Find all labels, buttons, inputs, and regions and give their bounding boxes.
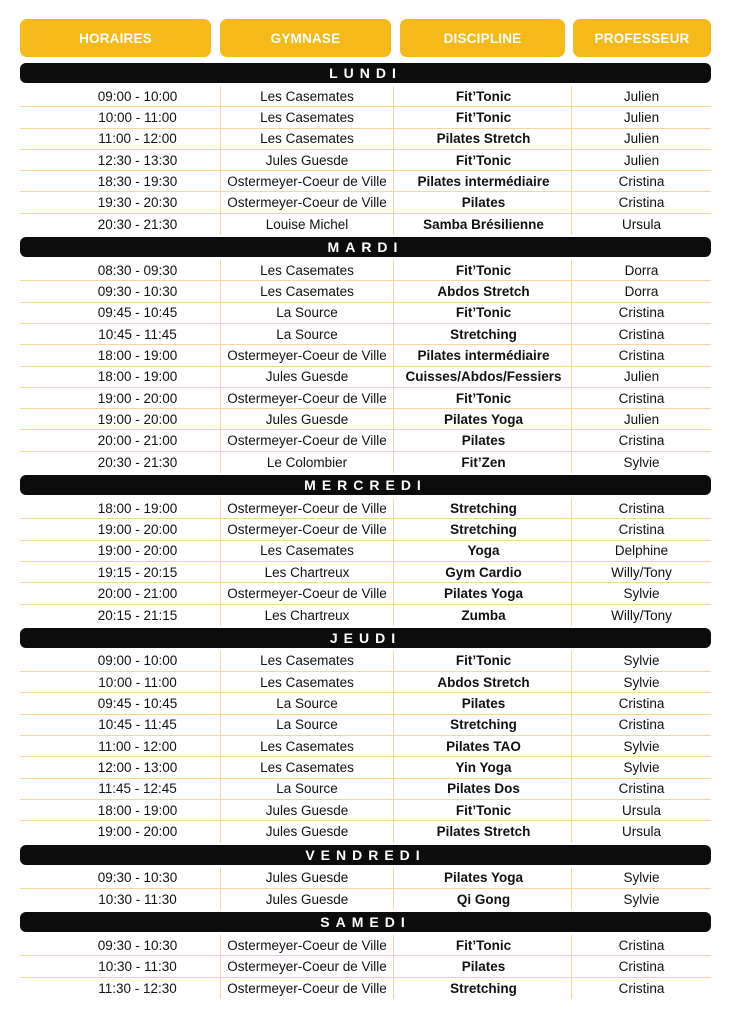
table-row: [20, 800, 711, 821]
discipline-cell: Gym Cardio: [396, 562, 572, 582]
table-row: [20, 672, 711, 693]
day-rows: [20, 932, 711, 1001]
gymnase-cell: Jules Guesde: [220, 409, 394, 429]
time-cell: 12:30 - 13:30: [97, 152, 178, 168]
time-cell: 19:00 - 20:00: [97, 543, 178, 559]
gymnase-cell: Les Casemates: [220, 757, 394, 777]
discipline-cell: Fit’Tonic: [396, 800, 572, 820]
professeur-cell: Julien: [623, 131, 660, 147]
table-row: [20, 779, 711, 800]
table-row: [20, 605, 711, 626]
day-rows: [20, 648, 711, 845]
discipline-cell: Stretching: [396, 498, 572, 518]
table-row: [20, 430, 711, 451]
table-row: [20, 86, 711, 107]
professeur-cell: Sylvie: [623, 891, 660, 907]
table-row: [20, 715, 711, 736]
gymnase-cell: Ostermeyer-Coeur de Ville: [220, 583, 394, 603]
professeur-cell: Sylvie: [623, 674, 660, 690]
table-row: [20, 498, 711, 519]
time-cell: 18:00 - 19:00: [97, 347, 178, 363]
day-header: JEUDI: [20, 628, 711, 648]
discipline-cell: Fit’Zen: [396, 452, 572, 473]
gymnase-cell: Ostermeyer-Coeur de Ville: [220, 978, 394, 999]
time-cell: 19:00 - 20:00: [97, 521, 178, 537]
time-cell: 11:00 - 12:00: [98, 738, 177, 754]
gymnase-cell: Jules Guesde: [220, 821, 394, 842]
discipline-cell: Pilates Dos: [396, 779, 572, 799]
time-cell: 09:00 - 10:00: [97, 653, 178, 669]
table-row: [20, 171, 711, 192]
day-rows: [20, 495, 711, 628]
header-gymnase: GYMNASE: [220, 19, 391, 57]
professeur-cell: Cristina: [618, 781, 665, 797]
table-row: [20, 452, 711, 473]
gymnase-cell: La Source: [220, 324, 394, 344]
table-row: [20, 192, 711, 213]
professeur-cell: Cristina: [618, 717, 665, 733]
schedule-table: [20, 63, 711, 1001]
day-rows: [20, 83, 711, 237]
time-cell: 20:00 - 21:00: [97, 585, 178, 601]
time-cell: 10:30 - 11:30: [98, 959, 177, 975]
professeur-cell: Dorra: [624, 262, 659, 278]
discipline-cell: Stretching: [396, 519, 572, 539]
table-row: [20, 388, 711, 409]
professeur-cell: Ursula: [621, 824, 661, 840]
gymnase-cell: La Source: [220, 715, 394, 735]
gymnase-cell: La Source: [220, 693, 394, 713]
table-row: [20, 757, 711, 778]
gymnase-cell: Louise Michel: [220, 214, 394, 235]
time-cell: 09:30 - 10:30: [97, 284, 178, 300]
day-header: LUNDI: [20, 63, 711, 83]
time-cell: 10:45 - 11:45: [98, 326, 177, 342]
discipline-cell: Pilates intermédiaire: [396, 171, 572, 191]
professeur-cell: Sylvie: [623, 454, 660, 470]
professeur-cell: Sylvie: [623, 738, 660, 754]
gymnase-cell: Ostermeyer-Coeur de Ville: [220, 345, 394, 365]
professeur-cell: Julien: [623, 109, 660, 125]
discipline-cell: Fit’Tonic: [396, 150, 572, 170]
professeur-cell: Cristina: [618, 347, 665, 363]
gymnase-cell: Jules Guesde: [220, 889, 394, 910]
professeur-cell: Cristina: [618, 433, 665, 449]
professeur-cell: Cristina: [618, 390, 665, 406]
table-row: [20, 367, 711, 388]
table-row: [20, 345, 711, 366]
discipline-cell: Fit’Tonic: [396, 651, 572, 671]
gymnase-cell: Les Casemates: [220, 260, 394, 280]
professeur-cell: Sylvie: [623, 759, 660, 775]
gymnase-cell: Les Casemates: [220, 672, 394, 692]
time-cell: 18:00 - 19:00: [97, 369, 178, 385]
professeur-cell: Cristina: [618, 326, 665, 342]
gymnase-cell: Les Casemates: [220, 86, 394, 106]
gymnase-cell: Ostermeyer-Coeur de Ville: [220, 192, 394, 212]
professeur-cell: Cristina: [618, 937, 665, 953]
time-cell: 09:00 - 10:00: [97, 88, 178, 104]
professeur-cell: Cristina: [618, 305, 665, 321]
table-row: [20, 150, 711, 171]
day-header: VENDREDI: [20, 845, 711, 865]
discipline-cell: Pilates intermédiaire: [396, 345, 572, 365]
gymnase-cell: Les Chartreux: [220, 562, 394, 582]
discipline-cell: Pilates: [396, 430, 572, 450]
time-cell: 09:30 - 10:30: [97, 937, 178, 953]
professeur-cell: Cristina: [618, 696, 665, 712]
professeur-cell: Sylvie: [623, 870, 660, 886]
gymnase-cell: La Source: [220, 779, 394, 799]
table-row: [20, 260, 711, 281]
discipline-cell: Yin Yoga: [396, 757, 572, 777]
time-cell: 20:00 - 21:00: [97, 433, 178, 449]
time-cell: 18:00 - 19:00: [97, 802, 178, 818]
time-cell: 19:00 - 20:00: [97, 390, 178, 406]
professeur-cell: Ursula: [621, 802, 661, 818]
table-row: [20, 541, 711, 562]
discipline-cell: Abdos Stretch: [396, 281, 572, 301]
time-cell: 10:00 - 11:00: [98, 674, 177, 690]
professeur-cell: Willy/Tony: [611, 607, 672, 623]
discipline-cell: Pilates Yoga: [396, 409, 572, 429]
table-row: [20, 889, 711, 910]
discipline-cell: Fit’Tonic: [396, 86, 572, 106]
gymnase-cell: Les Casemates: [220, 651, 394, 671]
table-row: [20, 821, 711, 842]
gymnase-cell: Ostermeyer-Coeur de Ville: [220, 956, 394, 976]
gymnase-cell: Jules Guesde: [220, 367, 394, 387]
professeur-cell: Cristina: [618, 959, 665, 975]
table-row: [20, 978, 711, 999]
professeur-cell: Cristina: [618, 521, 665, 537]
gymnase-cell: Les Casemates: [220, 541, 394, 561]
discipline-cell: Pilates Stretch: [396, 821, 572, 842]
professeur-cell: Cristina: [618, 173, 665, 189]
discipline-cell: Fit’Tonic: [396, 260, 572, 280]
time-cell: 11:30 - 12:30: [98, 980, 177, 996]
table-row: [20, 935, 711, 956]
gymnase-cell: Les Casemates: [220, 736, 394, 756]
discipline-cell: Cuisses/Abdos/Fessiers: [396, 367, 572, 387]
gymnase-cell: Le Colombier: [220, 452, 394, 473]
time-cell: 11:00 - 12:00: [98, 131, 177, 147]
gymnase-cell: Les Chartreux: [220, 605, 394, 626]
gymnase-cell: Jules Guesde: [220, 150, 394, 170]
table-row: [20, 583, 711, 604]
discipline-cell: Zumba: [396, 605, 572, 626]
discipline-cell: Pilates: [396, 192, 572, 212]
professeur-cell: Sylvie: [623, 585, 660, 601]
time-cell: 18:30 - 19:30: [97, 173, 178, 189]
time-cell: 09:45 - 10:45: [97, 696, 178, 712]
discipline-cell: Stretching: [396, 715, 572, 735]
discipline-cell: Fit’Tonic: [396, 935, 572, 955]
discipline-cell: Fit’Tonic: [396, 107, 572, 127]
discipline-cell: Abdos Stretch: [396, 672, 572, 692]
time-cell: 08:30 - 09:30: [97, 262, 178, 278]
time-cell: 19:15 - 20:15: [97, 564, 178, 580]
time-cell: 19:00 - 20:00: [97, 824, 178, 840]
time-cell: 18:00 - 19:00: [97, 500, 178, 516]
gymnase-cell: Ostermeyer-Coeur de Ville: [220, 519, 394, 539]
day-rows: [20, 865, 711, 913]
time-cell: 20:30 - 21:30: [97, 454, 178, 470]
discipline-cell: Stretching: [396, 324, 572, 344]
table-row: [20, 562, 711, 583]
time-cell: 11:45 - 12:45: [98, 781, 177, 797]
gymnase-cell: Ostermeyer-Coeur de Ville: [220, 171, 394, 191]
table-row: [20, 409, 711, 430]
discipline-cell: Pilates TAO: [396, 736, 572, 756]
column-headers: [20, 19, 711, 57]
day-header: SAMEDI: [20, 912, 711, 932]
discipline-cell: Pilates: [396, 693, 572, 713]
gymnase-cell: Jules Guesde: [220, 800, 394, 820]
time-cell: 19:00 - 20:00: [97, 411, 178, 427]
table-row: [20, 107, 711, 128]
time-cell: 10:30 - 11:30: [98, 891, 177, 907]
time-cell: 20:15 - 21:15: [97, 607, 178, 623]
table-row: [20, 736, 711, 757]
header-discipline: DISCIPLINE: [400, 19, 565, 57]
professeur-cell: Dorra: [624, 284, 659, 300]
table-row: [20, 693, 711, 714]
table-row: [20, 519, 711, 540]
time-cell: 09:45 - 10:45: [97, 305, 178, 321]
discipline-cell: Stretching: [396, 978, 572, 999]
day-rows: [20, 257, 711, 475]
professeur-cell: Julien: [623, 152, 660, 168]
gymnase-cell: Ostermeyer-Coeur de Ville: [220, 430, 394, 450]
table-row: [20, 651, 711, 672]
professeur-cell: Sylvie: [623, 653, 660, 669]
gymnase-cell: Les Casemates: [220, 107, 394, 127]
professeur-cell: Cristina: [618, 980, 665, 996]
table-row: [20, 324, 711, 345]
discipline-cell: Qi Gong: [396, 889, 572, 910]
professeur-cell: Cristina: [618, 195, 665, 211]
professeur-cell: Cristina: [618, 500, 665, 516]
discipline-cell: Fit’Tonic: [396, 303, 572, 323]
professeur-cell: Julien: [623, 369, 660, 385]
gymnase-cell: Ostermeyer-Coeur de Ville: [220, 388, 394, 408]
time-cell: 20:30 - 21:30: [97, 216, 178, 232]
gymnase-cell: La Source: [220, 303, 394, 323]
table-row: [20, 129, 711, 150]
day-header: MARDI: [20, 237, 711, 257]
professeur-cell: Ursula: [621, 216, 661, 232]
time-cell: 12:00 - 13:00: [97, 759, 178, 775]
professeur-cell: Willy/Tony: [611, 564, 672, 580]
discipline-cell: Pilates Yoga: [396, 583, 572, 603]
table-row: [20, 214, 711, 235]
table-row: [20, 281, 711, 302]
gymnase-cell: Ostermeyer-Coeur de Ville: [220, 498, 394, 518]
day-header: MERCREDI: [20, 475, 711, 495]
header-professeur: PROFESSEUR: [573, 19, 711, 57]
professeur-cell: Delphine: [614, 543, 669, 559]
professeur-cell: Julien: [623, 88, 660, 104]
gymnase-cell: Ostermeyer-Coeur de Ville: [220, 935, 394, 955]
discipline-cell: Samba Brésilienne: [396, 214, 572, 235]
discipline-cell: Pilates Stretch: [396, 129, 572, 149]
time-cell: 09:30 - 10:30: [97, 870, 178, 886]
discipline-cell: Yoga: [396, 541, 572, 561]
time-cell: 10:45 - 11:45: [98, 717, 177, 733]
gymnase-cell: Les Casemates: [220, 129, 394, 149]
discipline-cell: Pilates: [396, 956, 572, 976]
gymnase-cell: Jules Guesde: [220, 868, 394, 888]
time-cell: 10:00 - 11:00: [98, 109, 177, 125]
professeur-cell: Julien: [623, 411, 660, 427]
table-row: [20, 303, 711, 324]
table-row: [20, 868, 711, 889]
discipline-cell: Pilates Yoga: [396, 868, 572, 888]
time-cell: 19:30 - 20:30: [97, 195, 178, 211]
table-row: [20, 956, 711, 977]
discipline-cell: Fit’Tonic: [396, 388, 572, 408]
gymnase-cell: Les Casemates: [220, 281, 394, 301]
header-horaires: HORAIRES: [20, 19, 211, 57]
